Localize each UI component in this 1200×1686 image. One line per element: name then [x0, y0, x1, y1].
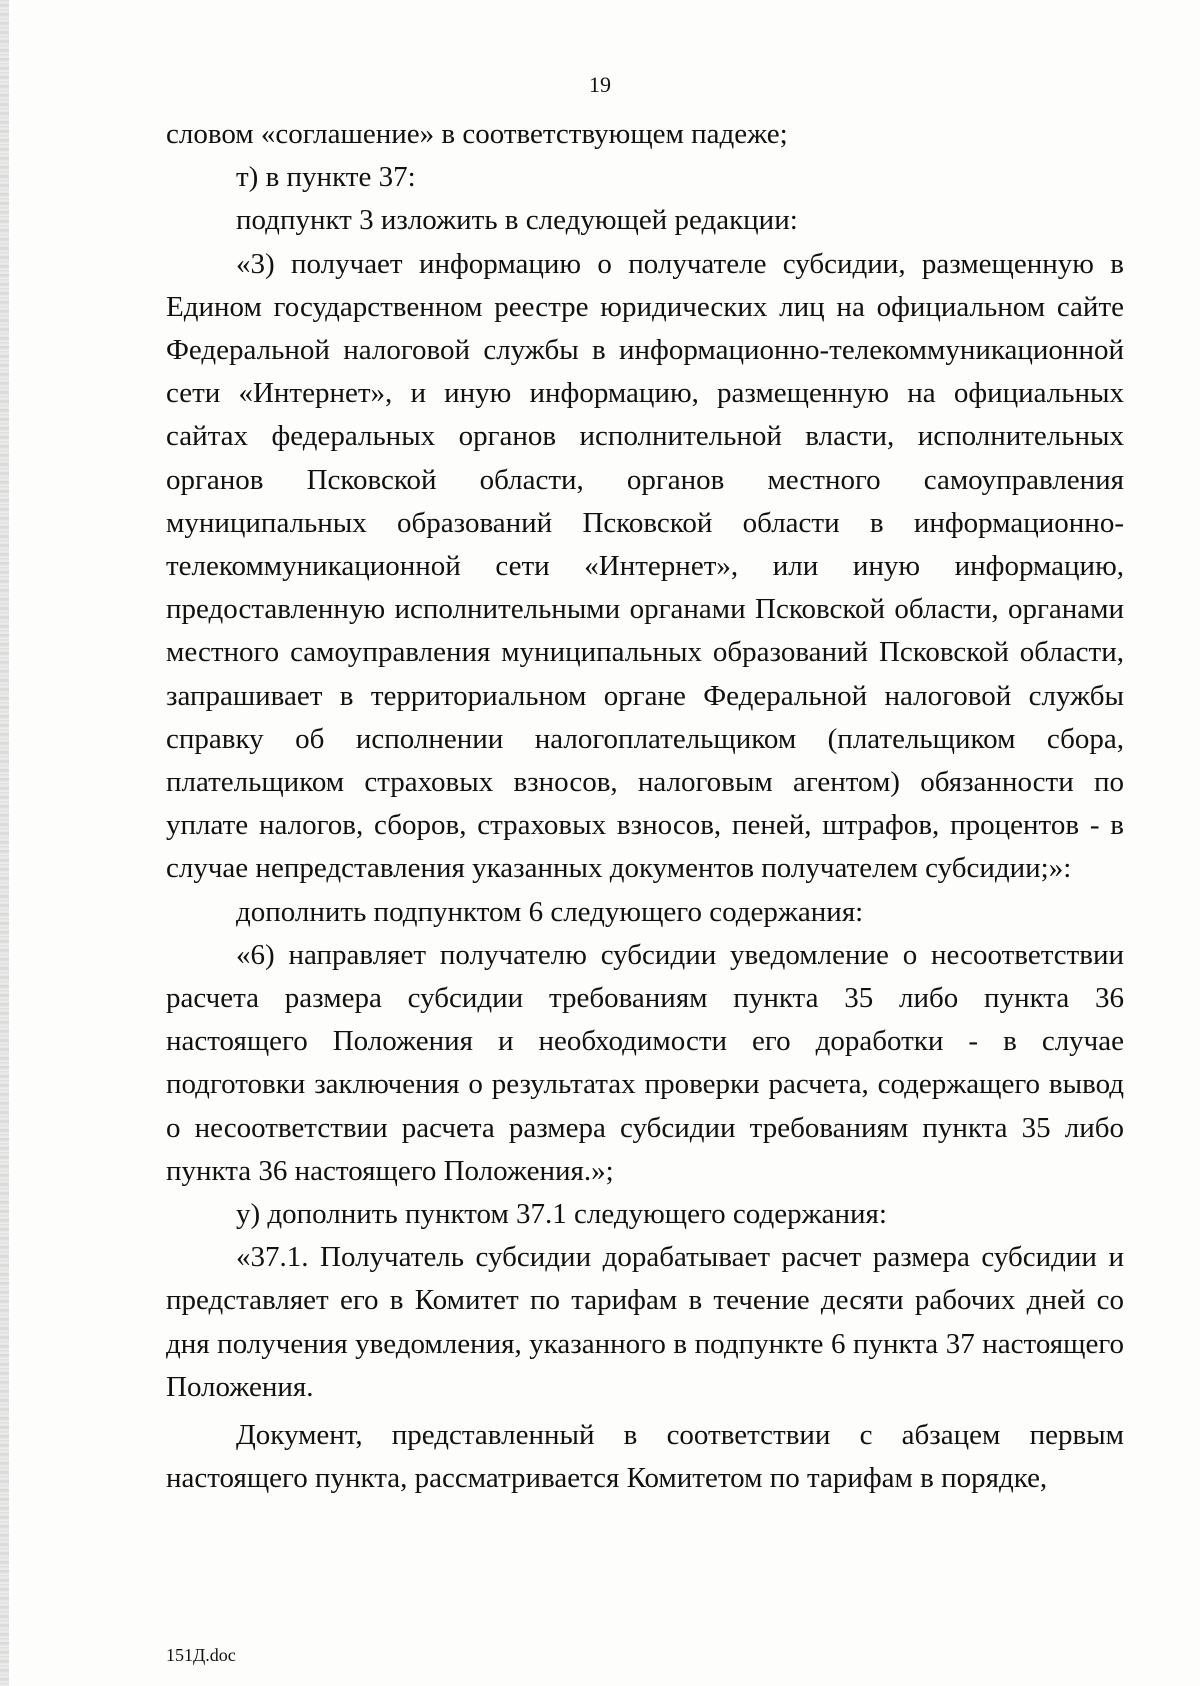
paragraph-4: «3) получает информацию о получателе субсидии, размещенную в Едином государственном реестре юридических лиц на официальном сайте Федеральной налоговой службы в информационно-телекоммуникационной сети «Интернет», и иную информацию, размещенную на официальных сайтах федеральных органов исполнительной власти, исполнительных органов Псковской области, органов местного самоуправления муниципальных образований Псковской области в информационно-телекоммуникационной сети «Интернет», или иную информацию, предоставленную исполнительными органами Псковской области, органами местного самоуправления муниципальных образований Псковской области, запрашивает в территориальном органе Федеральной налоговой службы справку об исполнении налогоплательщиком (плательщиком сбора, плательщиком страховых взносов, налоговым агентом) обязанности по уплате налогов, сборов, страховых взносов, пеней, штрафов, процентов - в случае непредставления указанных документов получателем субсидии;»:: [166, 247, 1124, 885]
paragraph-3: подпункт 3 изложить в следующей редакции:: [236, 204, 798, 237]
paragraph-9: Документ, представленный в соответствии с абзацем первым настоящего пункта, рассматривается Комитетом по тарифам в порядке,: [166, 1419, 1124, 1495]
paragraph-1: словом «соглашение» в соответствующем падеже;: [166, 118, 788, 150]
page-number: 19: [589, 72, 611, 97]
paragraph-5: дополнить подпунктом 6 следующего содержания:: [236, 895, 864, 928]
paragraph-7: у) дополнить пунктом 37.1 следующего содержания:: [236, 1198, 887, 1231]
paragraph-8: «37.1. Получатель субсидии дорабатывает расчет размера субсидии и представляет его в Комитет по тарифам в течение десяти рабочих дней со дня получения уведомления, указанного в подпункте 6 пункта 37 настоящего Положения.: [166, 1241, 1124, 1403]
scan-edge-decoration: [0, 0, 9, 1686]
document-body: [166, 113, 1124, 1501]
paragraph-6: «6) направляет получателю субсидии уведомление о несоответствии расчета размера субсидии требованиям пункта 35 либо пункта 36 настоящего Положения и необходимости его доработки - в случае подготовки заключения о результатах проверки расчета, содержащего вывод о несоответствии расчета размера субсидии требованиям пункта 35 либо пункта 36 настоящего Положения.»;: [166, 938, 1124, 1187]
footer-filename: 151Д.doc: [166, 1645, 236, 1665]
paragraph-2: т) в пункте 37:: [236, 161, 416, 194]
